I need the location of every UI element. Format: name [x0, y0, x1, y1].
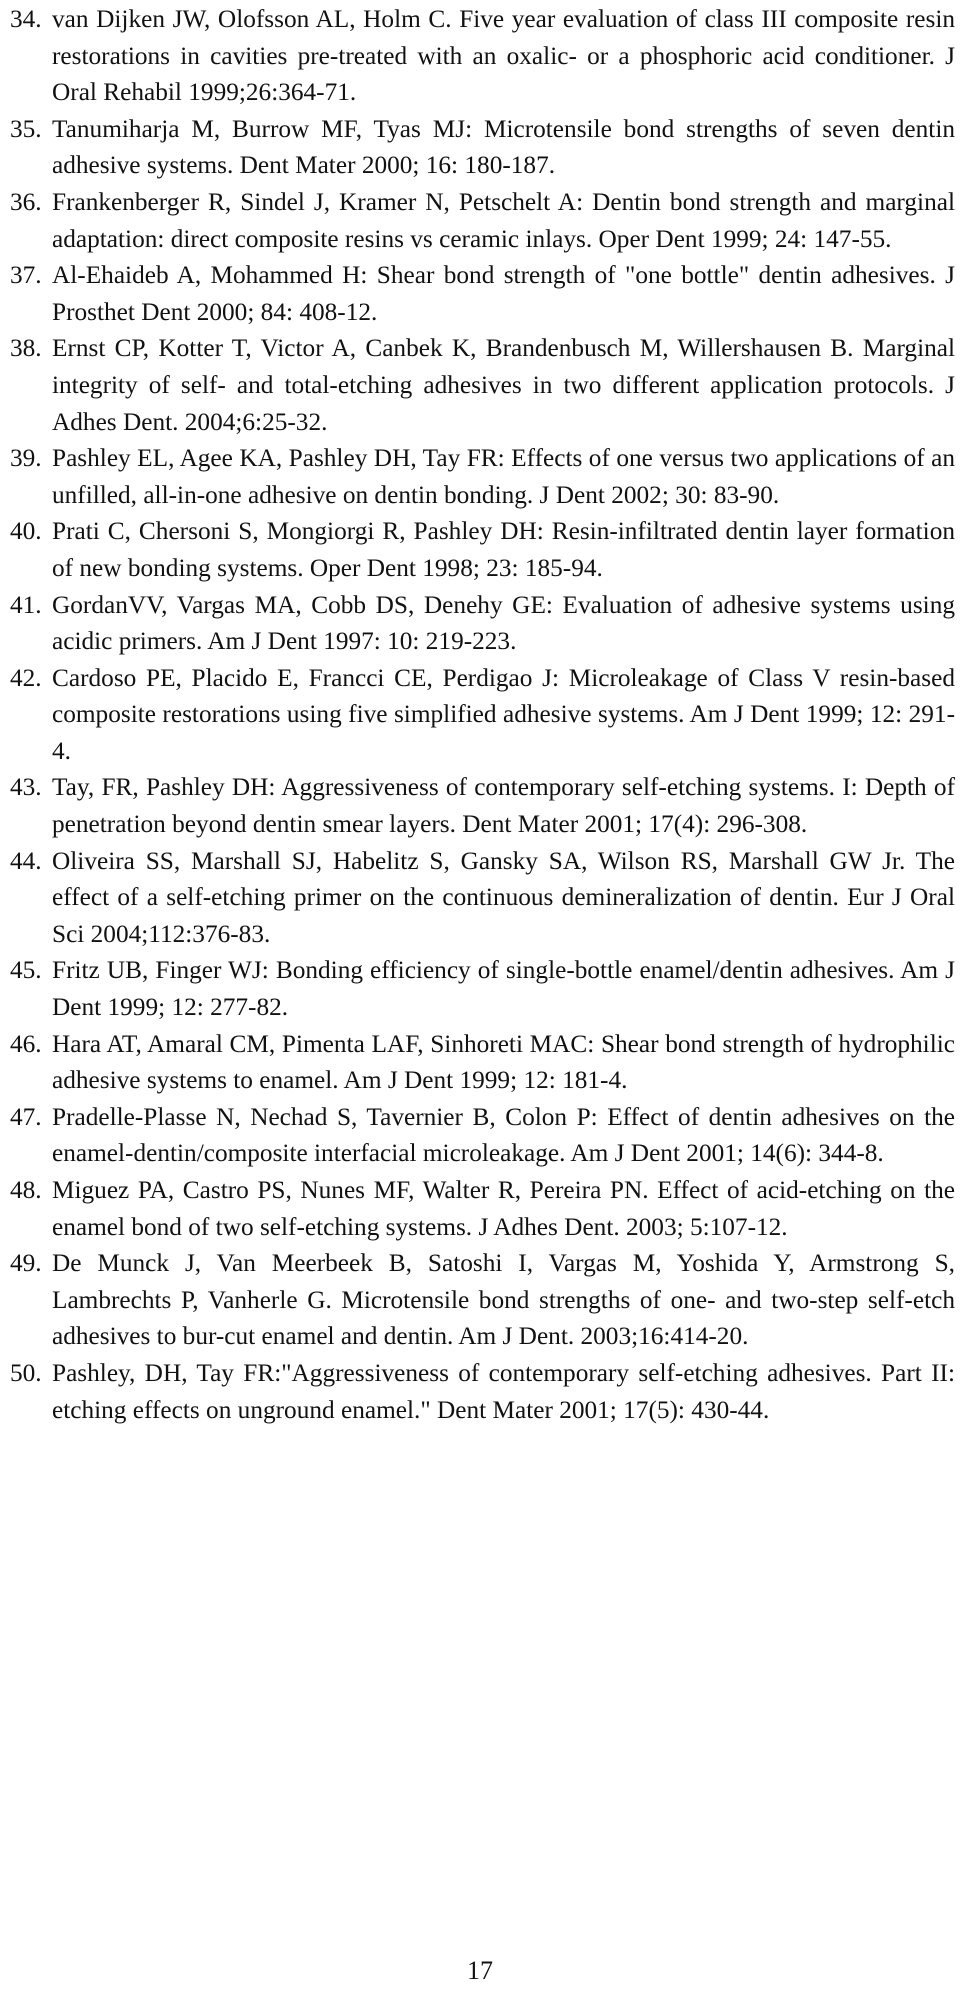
- reference-text: De Munck J, Van Meerbeek B, Satoshi I, Vargas M, Yoshida Y, Armstrong S, Lambrechts P, Vanherle G. Microtensile bond strengths of one- and two-step self-etch adhesives to bur-cut enamel and dentin. Am J Dent. 2003;16:414-20.: [52, 1249, 955, 1351]
- reference-number: 43.: [10, 773, 42, 802]
- reference-text: Miguez PA, Castro PS, Nunes MF, Walter R, Pereira PN. Effect of acid-etching on the enamel bond of two self-etching systems. J Adhes Dent. 2003; 5:107-12.: [52, 1176, 955, 1241]
- reference-text: Fritz UB, Finger WJ: Bonding efficiency of single-bottle enamel/dentin adhesives. Am J Dent 1999; 12: 277-82.: [52, 956, 955, 1022]
- reference-item: [10, 1245, 955, 1355]
- reference-text: van Dijken JW, Olofsson AL, Holm C. Five year evaluation of class III composite resin restorations in cavities pre-treated with an oxalic- or a phosphoric acid conditioner. J Oral Rehabil 1999;26:364-71.: [52, 5, 955, 107]
- reference-text: Frankenberger R, Sindel J, Kramer N, Petschelt A: Dentin bond strength and marginal adaptation: direct composite resins vs ceramic inlays. Oper Dent 1999; 24: 147-55.: [52, 187, 955, 253]
- reference-item: [10, 1026, 955, 1099]
- reference-text: Prati C, Chersoni S, Mongiorgi R, Pashley DH: Resin-infiltrated dentin layer formation of new bonding systems. Oper Dent 1998; 23: 185-94.: [52, 517, 955, 582]
- reference-number: 49.: [10, 1249, 42, 1278]
- reference-number: 41.: [10, 590, 42, 619]
- reference-item: [10, 440, 955, 513]
- reference-item: [10, 587, 955, 660]
- reference-number: 50.: [10, 1358, 42, 1387]
- reference-text: Ernst CP, Kotter T, Victor A, Canbek K, Brandenbusch M, Willershausen B. Marginal integrity of self- and total-etching adhesives in two different application protocols. J Adhes Dent. 2004;6:25-32.: [52, 334, 955, 436]
- reference-text: Pashley EL, Agee KA, Pashley DH, Tay FR: Effects of one versus two applications of an unfilled, all-in-one adhesive on dentin bonding. J Dent 2002; 30: 83-90.: [52, 444, 955, 509]
- reference-item: [10, 184, 955, 257]
- reference-number: 38.: [10, 334, 42, 363]
- reference-text: Cardoso PE, Placido E, Francci CE, Perdigao J: Microleakage of Class V resin-based composite restorations using five simplified adhesive systems. Am J Dent 1999; 12: 291-4.: [52, 663, 955, 765]
- reference-number: 39.: [10, 444, 42, 473]
- reference-item: [10, 513, 955, 586]
- reference-item: [10, 1172, 955, 1245]
- reference-item: [10, 1355, 955, 1428]
- reference-text: Pashley, DH, Tay FR:"Aggressiveness of contemporary self-etching adhesives. Part II: etching effects on unground enamel." Dent Mater 2001; 17(5): 430-44.: [52, 1358, 955, 1424]
- reference-number: 47.: [10, 1102, 42, 1131]
- reference-text: Pradelle-Plasse N, Nechad S, Tavernier B, Colon P: Effect of dentin adhesives on the enamel-dentin/composite interfacial microleakage. Am J Dent 2001; 14(6): 344-8.: [52, 1102, 955, 1168]
- reference-text: Oliveira SS, Marshall SJ, Habelitz S, Gansky SA, Wilson RS, Marshall GW Jr. The effect of a self-etching primer on the continuous demineralization of dentin. Eur J Oral Sci 2004;112:376-83.: [52, 846, 955, 948]
- reference-number: 40.: [10, 517, 42, 546]
- reference-text: Hara AT, Amaral CM, Pimenta LAF, Sinhoreti MAC: Shear bond strength of hydrophilic adhesive systems to enamel. Am J Dent 1999; 12: 181-4.: [52, 1029, 955, 1095]
- reference-text: GordanVV, Vargas MA, Cobb DS, Denehy GE: Evaluation of adhesive systems using acidic primers. Am J Dent 1997: 10: 219-223.: [52, 590, 955, 656]
- reference-number: 48.: [10, 1176, 42, 1204]
- reference-number: 46.: [10, 1029, 42, 1058]
- reference-item: [10, 660, 955, 770]
- page-number: 17: [467, 1956, 493, 1985]
- reference-number: 34.: [10, 5, 42, 33]
- reference-item: [10, 257, 955, 330]
- reference-item: [10, 1099, 955, 1172]
- reference-item: [10, 769, 955, 842]
- reference-number: 45.: [10, 956, 42, 985]
- reference-text: Tay, FR, Pashley DH: Aggressiveness of contemporary self-etching systems. I: Depth of penetration beyond dentin smear layers. Dent Mater 2001; 17(4): 296-308.: [52, 773, 955, 839]
- reference-text: Al-Ehaideb A, Mohammed H: Shear bond strength of "one bottle" dentin adhesives. J Prosthet Dent 2000; 84: 408-12.: [52, 261, 955, 326]
- reference-number: 36.: [10, 187, 42, 216]
- reference-text: Tanumiharja M, Burrow MF, Tyas MJ: Microtensile bond strengths of seven dentin adhesive systems. Dent Mater 2000; 16: 180-187.: [52, 114, 955, 180]
- reference-number: 35.: [10, 114, 42, 143]
- reference-number: 44.: [10, 846, 42, 875]
- reference-number: 42.: [10, 663, 42, 692]
- reference-item: [10, 1, 955, 111]
- reference-list: [10, 1, 955, 1428]
- reference-item: [10, 843, 955, 953]
- reference-item: [10, 111, 955, 184]
- reference-item: [10, 952, 955, 1025]
- reference-item: [10, 330, 955, 440]
- reference-number: 37.: [10, 261, 42, 290]
